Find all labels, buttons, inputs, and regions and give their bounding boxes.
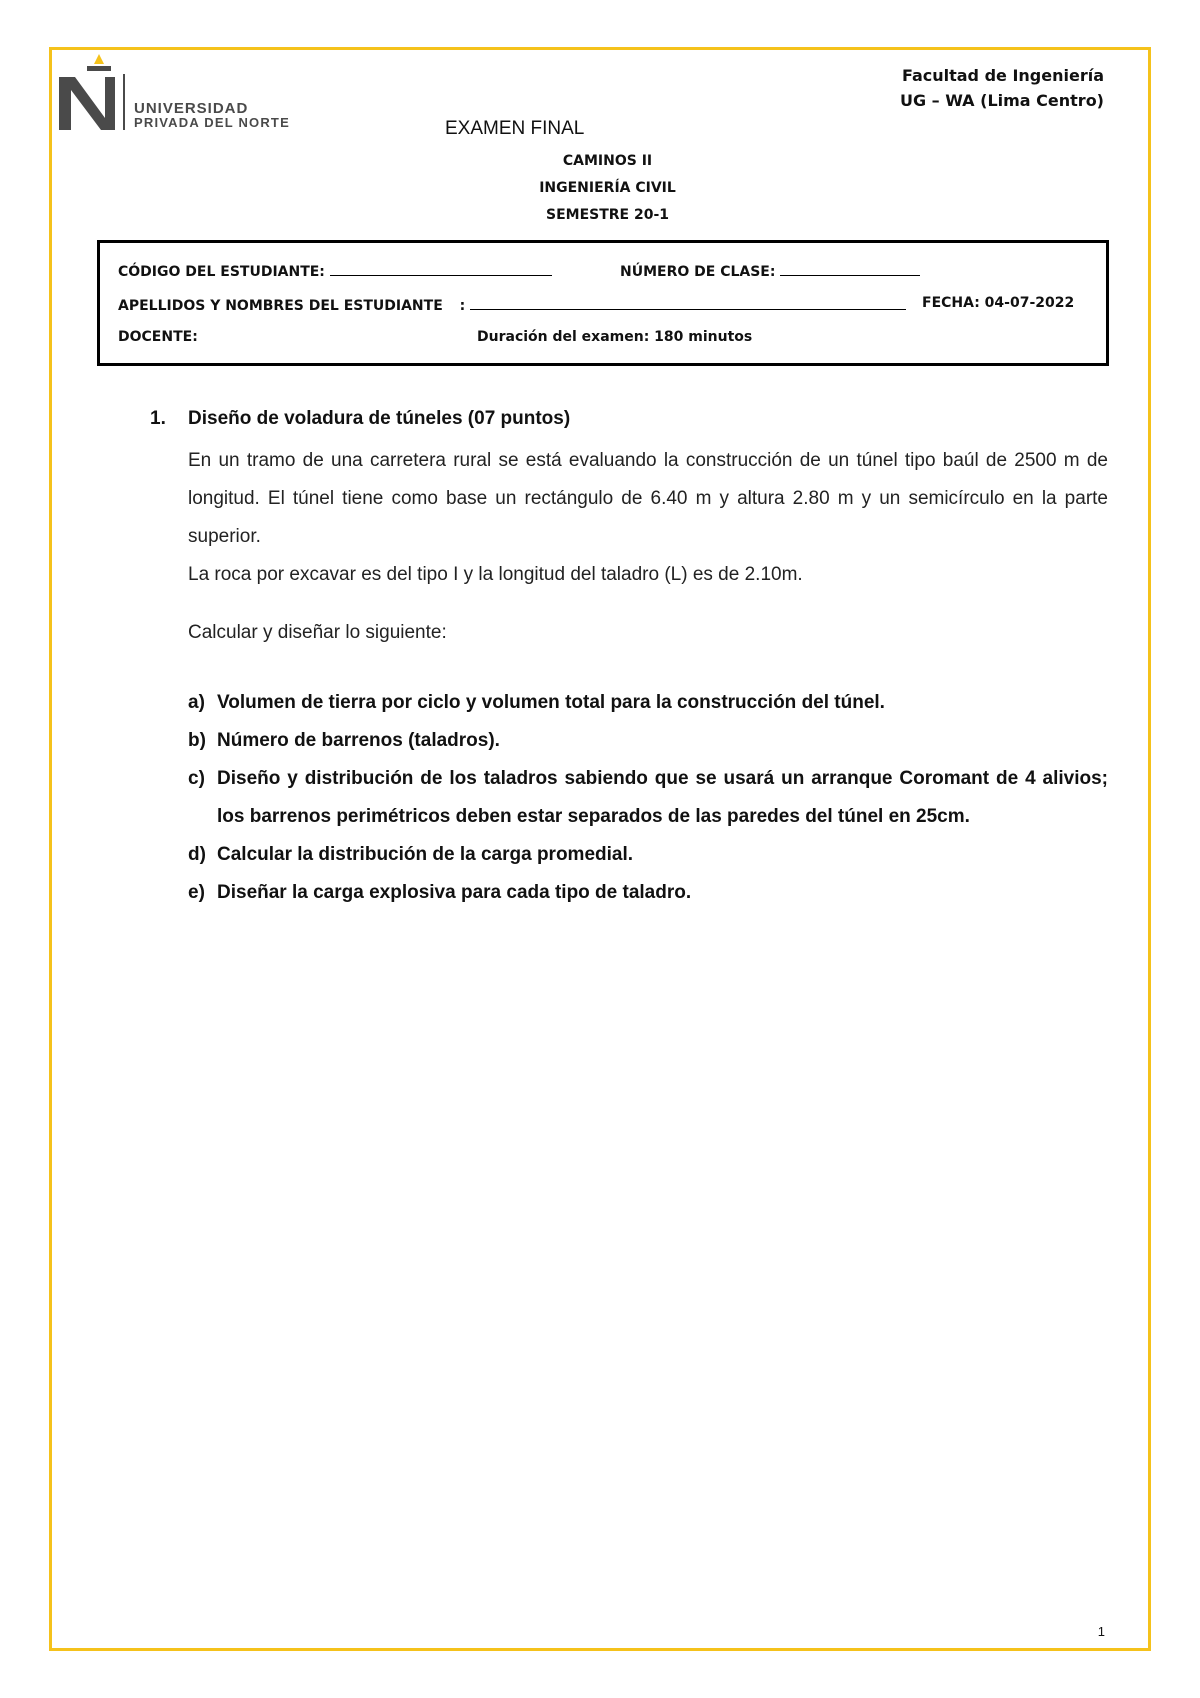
campus-name: UG – WA (Lima Centro) — [899, 91, 1104, 110]
class-number-field — [620, 261, 920, 280]
question-paragraph-1: En un tramo de una carretera rural se está evaluando la construcción de un túnel tipo baúl de 2500 m de longitud. El túnel tiene como base un rectángulo de 6.40 m y altura 2.80 m y un semicírculo en la parte superior. — [188, 450, 1108, 547]
student-code-field — [118, 261, 552, 280]
question-paragraph-2: La roca por excavar es del tipo I y la longitud del taladro (L) es de 2.10m. — [188, 564, 803, 585]
class-number-blank[interactable] — [780, 261, 920, 276]
date-label: FECHA: 04-07-2022 — [922, 295, 1075, 311]
list-item — [188, 836, 1108, 874]
student-name-blank[interactable] — [470, 295, 906, 310]
course-name: CAMINOS II — [562, 153, 653, 169]
item-letter: a) — [188, 692, 205, 713]
question-title-text: Diseño de voladura de túneles (07 puntos) — [188, 408, 571, 429]
item-text: Número de barrenos (taladros). — [217, 730, 500, 751]
student-name-colon: : — [459, 298, 466, 314]
item-text: Calcular la distribución de la carga promedial. — [217, 844, 634, 865]
question-items — [188, 684, 1108, 912]
list-item — [188, 684, 1108, 722]
item-text: Diseño y distribución de los taladros sabiendo que se usará un arranque Coromant de 4 alivios; los barrenos perimétricos deben estar separados de las paredes del túnel en 25cm. — [217, 768, 1108, 827]
semester: SEMESTRE 20-1 — [545, 207, 670, 223]
university-name-line1: UNIVERSIDAD — [134, 100, 249, 117]
duration-label: Duración del examen: 180 minutos — [477, 329, 753, 345]
item-letter: c) — [188, 768, 205, 789]
question-1 — [150, 406, 1108, 912]
question-number: 1. — [150, 408, 166, 429]
item-text: Volumen de tierra por ciclo y volumen total para la construcción del túnel. — [217, 692, 885, 713]
list-item — [188, 760, 1108, 836]
student-name-field — [118, 295, 906, 314]
student-name-label: APELLIDOS Y NOMBRES DEL ESTUDIANTE — [118, 298, 443, 314]
item-text: Diseñar la carga explosiva para cada tipo de taladro. — [217, 882, 692, 903]
teacher-label: DOCENTE: — [118, 329, 198, 345]
student-code-label: CÓDIGO DEL ESTUDIANTE: — [118, 264, 325, 280]
question-title — [150, 406, 1108, 432]
class-number-label: NÚMERO DE CLASE: — [620, 264, 776, 280]
upn-emblem-icon — [57, 52, 137, 132]
career-name: INGENIERÍA CIVIL — [539, 180, 676, 196]
page-number: 1 — [1097, 1624, 1105, 1639]
university-name-line2: PRIVADA DEL NORTE — [134, 115, 290, 130]
faculty-header — [900, 63, 1104, 113]
student-info-box — [97, 240, 1109, 366]
faculty-name: Facultad de Ingeniería — [901, 66, 1104, 85]
course-info — [0, 148, 1200, 229]
list-item — [188, 722, 1108, 760]
university-wordmark — [134, 102, 290, 130]
question-instruction: Calcular y diseñar lo siguiente: — [188, 622, 447, 643]
university-logo — [57, 52, 327, 132]
item-letter: d) — [188, 844, 206, 865]
list-item — [188, 874, 1108, 912]
item-letter: b) — [188, 730, 206, 751]
student-code-blank[interactable] — [330, 261, 552, 276]
item-letter: e) — [188, 882, 205, 903]
exam-title: EXAMEN FINAL — [445, 118, 585, 139]
